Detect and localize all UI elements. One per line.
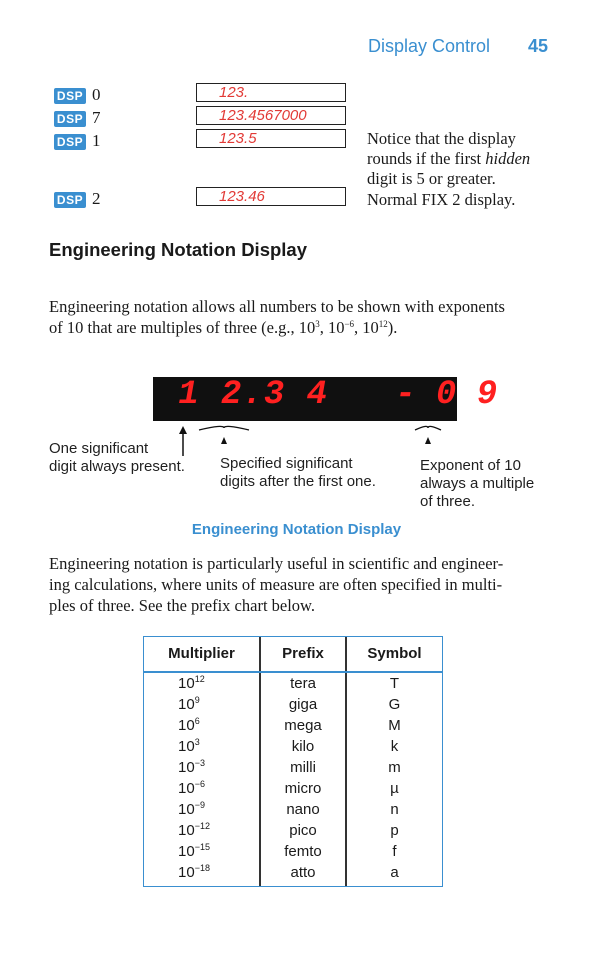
section-heading: Engineering Notation Display <box>49 239 307 260</box>
symbol-cell: a <box>390 864 399 881</box>
prefix-cell: mega <box>284 717 322 734</box>
symbol-cell: G <box>388 696 401 713</box>
dsp-key: DSP <box>54 111 86 127</box>
header-multiplier: Multiplier <box>168 645 235 662</box>
caption-significant-digits: Specified significant digits after the first one. <box>220 455 376 490</box>
table-row <box>144 695 442 716</box>
led-exponent: - 0 9 <box>391 376 501 414</box>
keystroke-digit: 2 <box>92 189 101 208</box>
multiplier-cell: $10^{-15}$ <box>178 842 210 860</box>
prefix-cell: micro <box>284 780 322 797</box>
table-row <box>144 821 442 842</box>
figure-caption: Engineering Notation Display <box>191 521 402 538</box>
multiplier-cell: $10^{-3}$ <box>178 758 205 776</box>
table-row <box>144 842 442 863</box>
symbol-cell: n <box>390 801 399 818</box>
dsp-key: DSP <box>54 88 86 104</box>
prefix-cell: milli <box>290 759 316 776</box>
prefix-cell: femto <box>284 843 322 860</box>
prefix-cell: nano <box>286 801 320 818</box>
table-row <box>144 737 442 758</box>
symbol-cell: f <box>392 843 397 860</box>
page-number: 45 <box>528 36 549 56</box>
keystroke-digit: 7 <box>92 108 101 127</box>
prefix-cell: kilo <box>291 738 315 755</box>
header-prefix: Prefix <box>282 645 324 662</box>
multiplier-cell: $10^9$ <box>178 695 200 713</box>
multiplier-cell: $10^3$ <box>178 737 200 755</box>
symbol-cell: m <box>388 759 401 776</box>
table-row <box>144 863 442 884</box>
multiplier-cell: $10^{-18}$ <box>178 863 210 881</box>
prefix-cell: giga <box>288 696 318 713</box>
header-symbol: Symbol <box>367 645 422 662</box>
symbol-cell: M <box>388 717 401 734</box>
table-row <box>144 716 442 737</box>
multiplier-cell: $10^{-12}$ <box>178 821 210 839</box>
keystroke-digit: 1 <box>92 131 101 150</box>
display-value: 123.46 <box>219 188 265 205</box>
display-value: 123. <box>219 84 249 101</box>
prefix-cell: atto <box>290 864 316 881</box>
running-header-title: Display Control <box>368 36 491 56</box>
multiplier-cell: $10^{-6}$ <box>178 779 205 797</box>
caption-exponent: Exponent of 10 always a multiple of three. <box>420 457 535 510</box>
dsp-key: DSP <box>54 134 86 150</box>
table-row <box>144 779 442 800</box>
fix2-note: Normal FIX 2 display. <box>367 190 516 209</box>
display-value: 123.4567000 <box>219 107 307 124</box>
multiplier-cell: $10^6$ <box>178 716 200 734</box>
table-body <box>144 674 442 884</box>
prefix-cell: pico <box>289 822 317 839</box>
symbol-cell: T <box>389 675 400 692</box>
symbol-cell: p <box>390 822 399 839</box>
usage-paragraph: Engineering notation is particularly useful in scientific and engineer- ing calculations, where units of measure are often specified in multi- ples of three. See the prefix chart below. <box>49 554 504 615</box>
multiplier-cell: $10^{-9}$ <box>178 800 205 818</box>
table-row <box>144 674 442 695</box>
led-mantissa: 1 2.3 4 <box>174 376 332 414</box>
intro-paragraph: Engineering notation allows all numbers to be shown with exponents of 10 that are multiples of three (e.g., $10^3$, $10^{-6}$, $10^{12}$). <box>49 297 505 337</box>
figure-pointers <box>0 0 593 470</box>
caption-first-digit: One significant digit always present. <box>49 440 185 475</box>
prefix-table <box>143 636 443 887</box>
table-row <box>144 758 442 779</box>
dsp-key: DSP <box>54 192 86 208</box>
rounding-note: Notice that the display rounds if the first hidden digit is 5 or greater. <box>367 129 531 188</box>
symbol-cell: µ <box>390 780 399 797</box>
table-row <box>144 800 442 821</box>
symbol-cell: k <box>390 738 399 755</box>
multiplier-cell: $10^{12}$ <box>178 674 205 692</box>
prefix-cell: tera <box>290 675 316 692</box>
display-value: 123.5 <box>219 130 257 147</box>
keystroke-digit: 0 <box>92 85 101 104</box>
